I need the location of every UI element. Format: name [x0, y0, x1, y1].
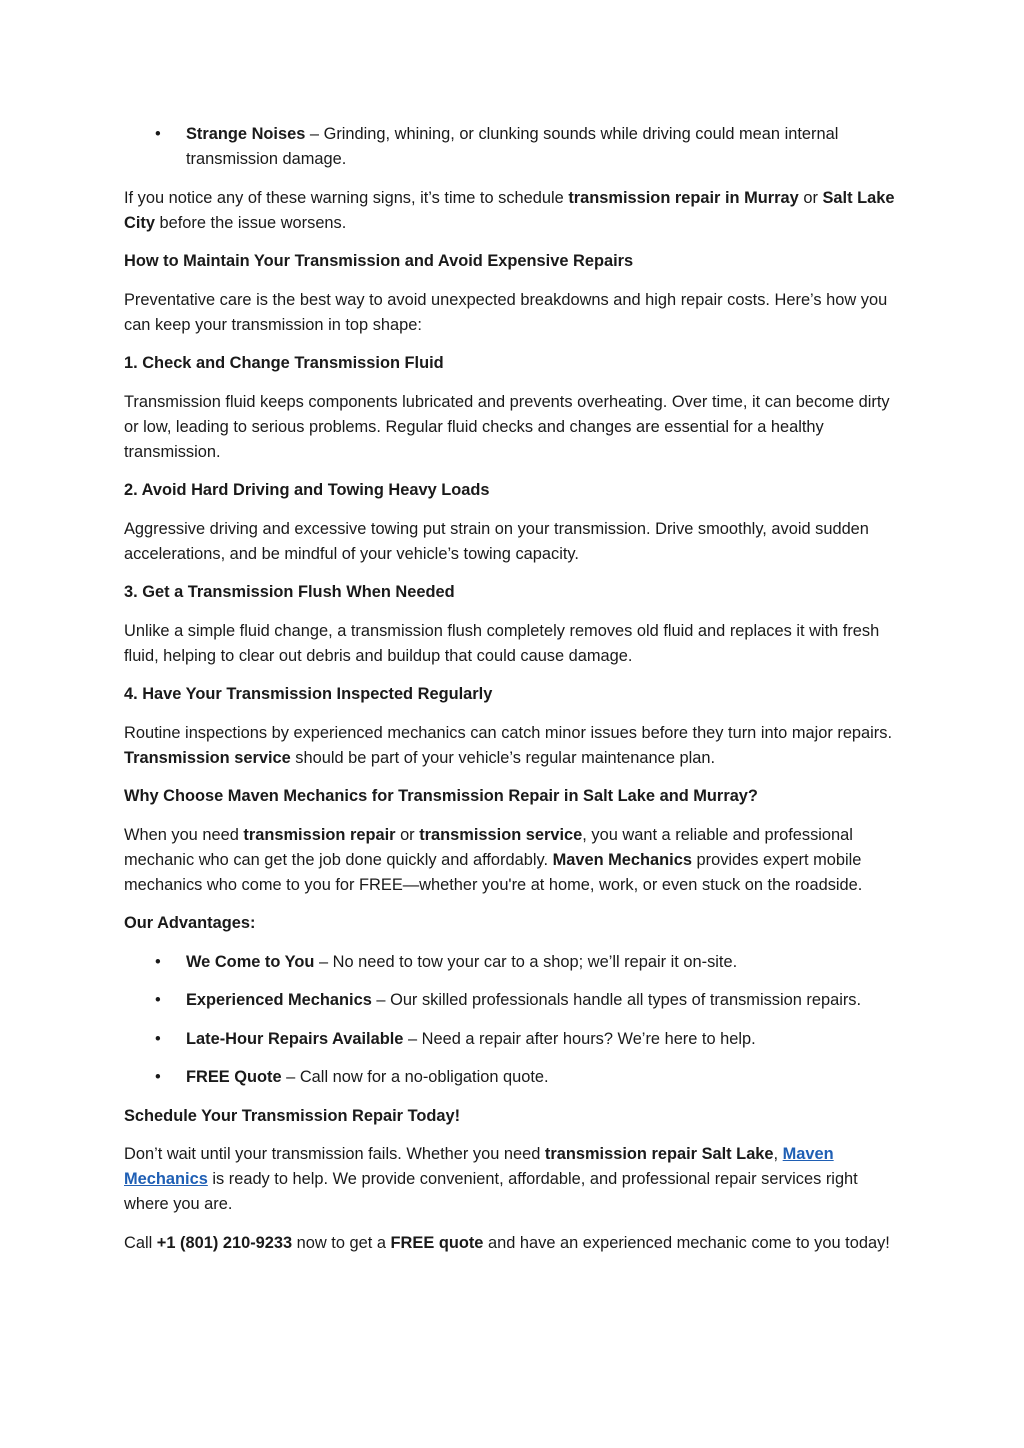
schedule-heading: Schedule Your Transmission Repair Today!: [124, 1106, 461, 1125]
list-item: [124, 1027, 900, 1052]
list-item-text: – No need to tow your car to a shop; we’ll repair it on-site.: [314, 952, 738, 971]
tip-body: Transmission fluid keeps components lubricated and prevents overheating. Over time, it can become dirty or low, leading to serious problems. Regular fluid checks and changes are essential for a healthy transmission.: [124, 392, 890, 461]
maintain-heading: How to Maintain Your Transmission and Avoid Expensive Repairs: [124, 252, 634, 270]
list-item-title: Late-Hour Repairs Available: [186, 1029, 404, 1048]
list-item-text: – Call now for a no-obligation quote.: [281, 1068, 549, 1086]
bold-run: transmission repair Salt Lake: [544, 1145, 774, 1163]
bold-run: transmission repair in Murray: [568, 188, 799, 207]
bold-run: Transmission service: [124, 748, 291, 767]
list-item-text: – Our skilled professionals handle all types of transmission repairs.: [371, 991, 862, 1009]
text-run: provides expert mobile mechanics who come to you for FREE—whether you're at home, work, or even stuck on the roadside.: [124, 850, 863, 894]
list-item: [124, 1065, 900, 1090]
bold-run: Salt Lake City: [124, 188, 895, 232]
bullet-icon: •: [155, 125, 161, 143]
list-item-text: – Grinding, whining, or clunking sounds while driving could mean internal transmission damage.: [186, 125, 839, 168]
list-item-title: Strange Noises: [186, 125, 306, 143]
text-run: and have an experienced mechanic come to you today!: [483, 1233, 890, 1252]
why-heading: Why Choose Maven Mechanics for Transmission Repair in Salt Lake and Murray?: [124, 787, 758, 805]
bold-run: FREE quote: [390, 1233, 484, 1252]
document-page: [124, 122, 900, 1269]
list-item-text: – Need a repair after hours? We’re here to help.: [403, 1029, 756, 1048]
phone-number: +1 (801) 210-9233: [156, 1233, 293, 1252]
list-item: [124, 988, 900, 1013]
text-run: If you notice any of these warning signs, it’s time to schedule: [124, 188, 569, 207]
maven-mechanics-link[interactable]: Maven Mechanics: [124, 1145, 834, 1188]
text-run: is ready to help. We provide convenient, affordable, and professional repair services right where you are.: [124, 1170, 858, 1213]
tip-body: Unlike a simple fluid change, a transmission flush completely removes old fluid and replaces it with fresh fluid, helping to clear out debris and buildup that could cause damage.: [124, 621, 880, 665]
maintain-intro: Preventative care is the best way to avoid unexpected breakdowns and high repair costs. Here’s how you can keep your transmission in top shape:: [124, 290, 888, 334]
text-run: Call: [124, 1233, 157, 1252]
text-run: Don’t wait until your transmission fails. Whether you need: [124, 1145, 545, 1163]
text-run: ,: [773, 1145, 783, 1163]
bold-run: Maven Mechanics: [552, 850, 692, 869]
list-item: [124, 122, 900, 172]
advantages-list: [124, 950, 900, 1091]
advantages-heading: Our Advantages:: [124, 914, 256, 932]
tip-heading: 1. Check and Change Transmission Fluid: [124, 354, 444, 372]
call-paragraph: [124, 1231, 900, 1256]
warning-paragraph: [124, 186, 900, 236]
bullet-icon: •: [155, 1068, 161, 1086]
text-run: or: [395, 825, 420, 844]
bullet-icon: •: [155, 991, 161, 1009]
bullet-icon: •: [155, 952, 161, 971]
text-run: should be part of your vehicle’s regular maintenance plan.: [290, 748, 716, 767]
list-item-title: FREE Quote: [186, 1068, 282, 1086]
text-run: or: [798, 188, 823, 207]
list-item-title: Experienced Mechanics: [186, 991, 372, 1009]
text-run: When you need: [124, 825, 244, 844]
text-run: before the issue worsens.: [154, 213, 347, 232]
list-item: [124, 950, 900, 975]
warning-signs-list: [124, 122, 900, 172]
text-run: Routine inspections by experienced mechanics can catch minor issues before they turn into major repairs.: [124, 723, 893, 742]
tip-heading: 3. Get a Transmission Flush When Needed: [124, 583, 455, 601]
text-run: , you want a reliable and professional mechanic who can get the job done quickly and affordably.: [124, 825, 853, 869]
text-run: now to get a: [292, 1233, 391, 1252]
tip-heading: 4. Have Your Transmission Inspected Regularly: [124, 685, 493, 703]
bullet-icon: •: [155, 1029, 161, 1048]
bold-run: transmission repair: [243, 825, 396, 844]
tip-heading: 2. Avoid Hard Driving and Towing Heavy Loads: [124, 481, 490, 499]
list-item-title: We Come to You: [186, 952, 315, 971]
schedule-paragraph: [124, 1142, 900, 1217]
bold-run: transmission service: [419, 825, 583, 844]
tip-body: Aggressive driving and excessive towing put strain on your transmission. Drive smoothly, avoid sudden accelerations, and be mindful of your vehicle’s towing capacity.: [124, 519, 869, 563]
tip-body: [124, 721, 900, 771]
why-paragraph: [124, 823, 900, 898]
